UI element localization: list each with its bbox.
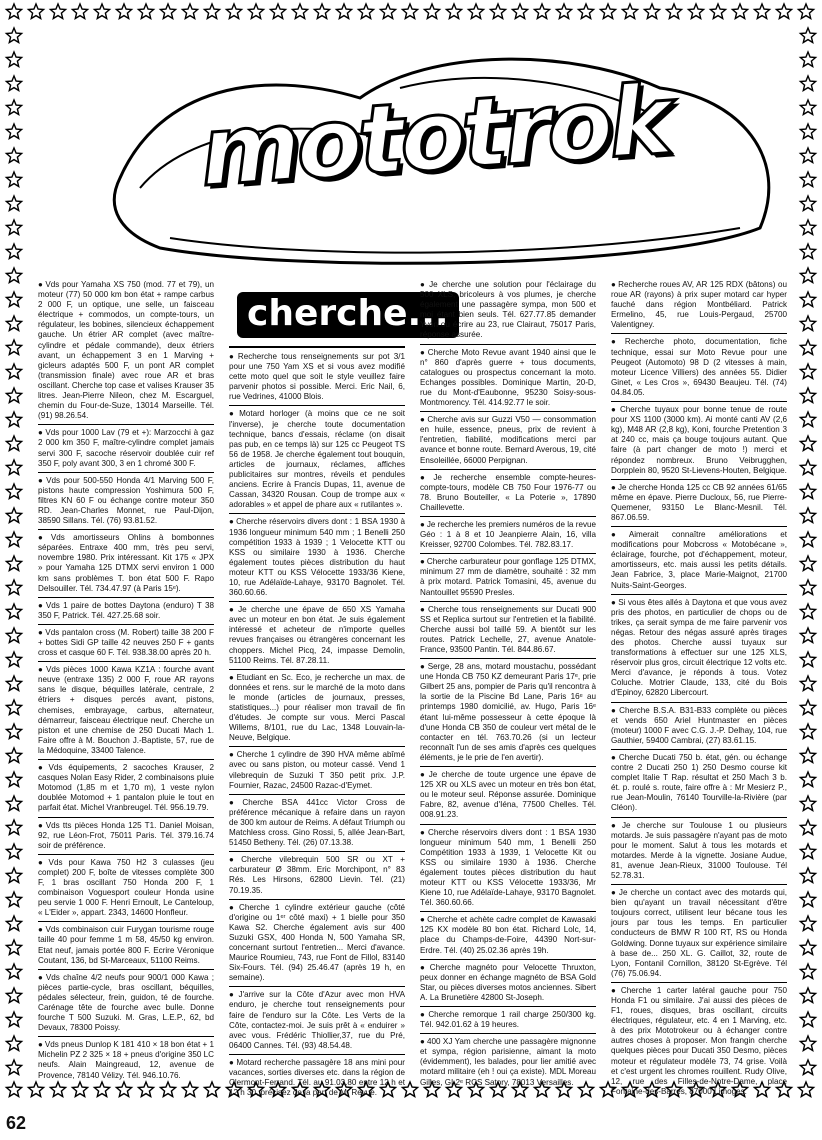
classified-ad-text: Cherche réservoirs divers dont : 1 BSA 1930 à 1936 longueur minimum 540 mm ; 1 Benelli 250 compétition 1933 à 1939 ; 1 Velocette KTT ou KSS ou similaire 1930 à 1936. Cherche également toutes pièces distribution du haut moteur KTT ou KSS Vélocette 1933/36 Kiene, 10, rue Adélaïde-Lahaye, 93170 Bagnolet. Tél. 360.60.66.: [229, 517, 405, 598]
classified-ad-text: Vds pour 500-550 Honda 4/1 Marving 500 F, pistons haute compression Yoshimura 500 F, filtres KN 60 F ou échange contre moteur 350 RD. Jean-Charles Monnet, rue Paul-Dijon, 38590 Sillans. Tél. (76) 93.81.52.: [38, 475, 214, 526]
star-icon: [800, 1060, 815, 1075]
classified-ad-text: Serge, 28 ans, motard moustachu, possédant une Honda CB 750 KZ demeurant Paris 17ᵉ, prie Gilbert 25 ans, pompier de Paris qu'il rencontra à la sortie de la Piscine Bd Lane, Paris 16ᵉ au printemps 1980 domicilié, av. Hugo, Paris 16ᵉ étant lui-même possesseur à cette époque là d'une Honda CB 350 de couleur vert métal de le contacter en tél. 763.70.26 (si un lecteur reconnaît l'un de ses amis d'après ces quelques éléments, je le prie de l'en avertir).: [420, 662, 596, 762]
bullet-icon: ●: [38, 972, 44, 982]
star-icon: [800, 388, 815, 403]
classified-ad: [611, 337, 787, 402]
bullet-icon: ●: [611, 752, 617, 762]
classified-ad: [38, 821, 214, 855]
bullet-icon: ●: [38, 533, 49, 543]
classified-ad-text: Cherche carburateur pour gonflage 125 DTMX, minimum 27 mm de diamètre, souhaité : 32 mm à prix motard. Patrick Tomasini, 45, avenue du Nantouillet 95590 Presles.: [420, 557, 597, 597]
classified-ad: [229, 990, 405, 1055]
star-icon: [402, 4, 417, 19]
star-icon: [800, 364, 815, 379]
star-icon: [622, 4, 637, 19]
classified-ad-text: Vds pour Kawa 750 H2 3 culasses (jeu complet) 200 F, boîte de vitesses complète 300 F, 1 bras oscillant 750 Honda 200 F, 1 combinaison Voguesport couleur Honda usine peu servie 1 000 F. Henri Ernoult, Le Canteloup, « L'Eider », appart. 2343, 14600 Honfleur.: [38, 857, 214, 918]
star-icon: [800, 172, 815, 187]
bullet-icon: ●: [38, 925, 44, 935]
star-icon: [6, 868, 21, 883]
classified-ad: [420, 770, 596, 824]
bullet-icon: ●: [229, 672, 235, 682]
classified-ad-text: Cherche Moto Revue avant 1940 ainsi que le n° 860 d'après guerre + tous documents, catalogues ou prospectus concernant la moto. Echanges possibles. Dominique Martin, 20-D, rue du Mont-d'Eaubonne, 95230 Soisy-sous-Montmorency. Tél. 414.92.77 le soir.: [420, 347, 596, 408]
star-icon: [800, 580, 815, 595]
classified-ad: [611, 753, 787, 818]
classified-ad: [38, 665, 214, 760]
bullet-icon: ●: [420, 662, 426, 672]
bullet-icon: ●: [38, 600, 44, 610]
classified-ad-text: Cherche tuyaux pour bonne tenue de route pour XS 1100 (3000 km). Ai monté canti AV (2,6 kg), M48 AR (2,8 kg), Koni, fourche Pretention 3 at 240 cc, mais ça bouge toujours autant. Que faire (à part changer de moto !) merci et répondez nombreux. Bruno Veibrugghen, Dorpplein 80, 9520 St-Lievens-Houten, Belgique.: [611, 405, 787, 475]
classified-ad-text: Vds pièces 1000 Kawa KZ1A : fourche avant neuve (entraxe 135) 2 000 F, roue AR rayons sans le disque, béquilles latérale, centrale, 2 étriers + disques percés avant, pistons, chemises, embrayage, carbus, alternateur, démarreur, faisceau électrique neuf. Cherche un piston et une chemise de 250 Ducati Mach 1. Faire offre à M. Bouchon J.-Baptiste, 57, rue de la Médoquine, 33400 Talence.: [38, 665, 214, 755]
classified-ad: [38, 476, 214, 530]
bullet-icon: ●: [38, 820, 44, 830]
star-icon: [6, 244, 21, 259]
bullet-icon: ●: [420, 280, 428, 289]
star-icon: [776, 4, 791, 19]
bullet-icon: ●: [229, 352, 236, 361]
star-icon: [800, 436, 815, 451]
star-icon: [800, 964, 815, 979]
bullet-icon: ●: [420, 604, 426, 614]
star-icon: [6, 172, 21, 187]
star-icon: [50, 4, 65, 19]
bullet-icon: ●: [420, 347, 426, 357]
star-icon: [6, 724, 21, 739]
classified-ad: [611, 821, 787, 886]
star-icon: [754, 4, 769, 19]
star-icon: [800, 196, 815, 211]
star-icon: [6, 148, 21, 163]
classified-ad: [420, 557, 596, 601]
classified-columns: [38, 280, 787, 1098]
classified-ad-text: Vds pour 1000 Lav (79 et +): Marzocchi à gaz 2 000 km 350 F, maître-cylindre complet jamais servi 300 F, sacoche réservoir doublée cuir ref 350 F, poly avant 300, 3 en 1 chromé 300 F.: [38, 428, 214, 468]
section-title: cherche...: [237, 292, 459, 338]
bullet-icon: ●: [38, 857, 47, 867]
star-icon: [6, 796, 21, 811]
bullet-icon: ●: [611, 985, 619, 995]
classified-ad: [611, 986, 787, 1100]
star-icon: [800, 412, 815, 427]
star-icon: [468, 4, 483, 19]
star-icon: [800, 748, 815, 763]
bullet-icon: ●: [420, 557, 425, 567]
bullet-icon: ●: [38, 627, 44, 637]
classified-ad: [420, 963, 596, 1007]
star-icon: [800, 52, 815, 67]
star-icon: [248, 4, 263, 19]
classified-ad-text: Vds 1 paire de bottes Daytona (enduro) T 38 350 F, Patrick. Tél. 427.25.68 soir.: [38, 600, 214, 620]
star-icon: [6, 580, 21, 595]
classified-ad: [420, 1010, 596, 1034]
classified-ad: [38, 925, 214, 969]
classified-ad: [611, 280, 787, 334]
star-icon: [6, 676, 21, 691]
bullet-icon: ●: [611, 888, 617, 898]
classified-ad: [420, 828, 596, 913]
star-icon: [578, 4, 593, 19]
classified-ad-text: Je cherche une solution pour l'éclairage du 500 XLS, bricoleurs à vos plumes, je cherche également une passagère sympa, mon 500 et moi étant bien seuls. Tél. 627.77.85 demander Yvon ou écrire au 23, rue Clairaut, 75017 Paris, réponse assurée.: [420, 280, 596, 340]
page-number: 62: [6, 1113, 27, 1133]
bullet-icon: ●: [38, 1040, 43, 1050]
star-icon: [6, 196, 21, 211]
star-icon: [800, 100, 815, 115]
star-icon: [800, 292, 815, 307]
star-icon: [6, 604, 21, 619]
star-icon: [6, 28, 21, 43]
column-1: [38, 280, 214, 1080]
bullet-icon: ●: [611, 820, 620, 830]
star-icon: [732, 4, 747, 19]
star-icon: [800, 628, 815, 643]
star-icon: [800, 1036, 815, 1051]
classified-ad: [229, 409, 405, 514]
star-icon: [6, 412, 21, 427]
star-icon: [556, 4, 571, 19]
classified-ad-text: Cherche magnéto pour Velocette Thruxton, peux donner en échange magnéto de BSA Gold Star, ou pièces diverses motos anciennes. Sibert A. La Brunetière 42800 St-Joseph.: [420, 962, 596, 1002]
bullet-icon: ●: [611, 530, 627, 540]
classified-ad: [611, 405, 787, 480]
star-icon: [800, 148, 815, 163]
bullet-icon: ●: [420, 962, 428, 972]
classified-ad-text: Cherche remorque 1 rail charge 250/300 kg. Tél. 942.01.62 à 19 heures.: [420, 1010, 596, 1030]
star-icon: [6, 316, 21, 331]
bullet-icon: ●: [38, 280, 44, 289]
star-icon: [270, 4, 285, 19]
star-icon: [6, 1060, 21, 1075]
star-icon: [6, 892, 21, 907]
star-icon: [314, 4, 329, 19]
classified-ad: [611, 888, 787, 983]
star-icon: [800, 244, 815, 259]
star-icon: [160, 1082, 175, 1097]
classified-ad-text: Recherche photo, documentation, fiche technique, essai sur Moto Revue pour une Peugeot (Automoto) 98 D (2 vitesses à main, moteur Licence Villiers) des années 55. Didier Ginet, « Les Cros », 69430 Beaujeu. Tél. (74) 04.84.05.: [611, 337, 787, 397]
star-icon: [6, 820, 21, 835]
star-icon: [800, 1012, 815, 1027]
classified-ad: [229, 605, 405, 670]
column-2-ads: [229, 346, 405, 1101]
classified-ad-text: Vds pantalon cross (M. Robert) taille 38 200 F + bottes Sidi GP taille 42 neuves 250 F + gants cross et casque 60 F. Tél. 938.38.00 après 20 h.: [38, 627, 214, 658]
star-icon: [6, 124, 21, 139]
bullet-icon: ●: [420, 770, 427, 780]
star-icon: [424, 4, 439, 19]
star-icon: [6, 1012, 21, 1027]
classified-ad-text: Je cherche sur Toulouse 1 ou plusieurs motards. Je suis passagère n'ayant pas de moto pour le moment. Salut à tous les motards et motardes. Merde à la vignette. Josiane Audue, 81, avenue Jean-Rieux, 31000 Toulouse. Tél 52.78.31.: [611, 820, 787, 880]
star-icon: [6, 388, 21, 403]
bullet-icon: ●: [38, 428, 44, 438]
star-icon: [6, 76, 21, 91]
star-icon: [800, 76, 815, 91]
classified-ad: [229, 750, 405, 794]
star-icon: [798, 1082, 813, 1097]
classified-ad-text: 400 XJ Yam cherche une passagère mignonne et sympa, région parisienne, aimant la moto (évidemment), les balades, pour lier amitié avec motard militaire (eh ! oui ça existe). MDL Moreau Gilles, GI 2ᵉ RCS Satory, 78013 Versailles.: [420, 1037, 596, 1087]
classified-ad-text: Motard recherche passagère 18 ans mini pour vacances, sorties diverses etc. dans la région de Clermont-Ferrand. Tél. au 91.03.80 entre 12 h et 12 h 30, précisez de la part de M. Revue.: [229, 1057, 406, 1098]
star-icon: [6, 916, 21, 931]
classified-ad: [38, 280, 214, 425]
star-icon: [512, 4, 527, 19]
star-icon: [800, 652, 815, 667]
star-icon: [688, 4, 703, 19]
classified-ad: [420, 1037, 596, 1090]
classified-ad: [38, 428, 214, 472]
star-icon: [6, 748, 21, 763]
classified-ad-text: Vds amortisseurs Ohlins à bombonnes séparées. Entraxe 400 mm, très peu servi, novembre 1980. Prix intéressant. Kit 175 « JPX » pour Yamaha 125 DTMX servi environ 1 000 km sans problèmes T. bon état 500 F. Rapo Delsouiller. Tél. 734.47.97 (à Paris 15ᵉ).: [38, 533, 214, 593]
star-icon: [800, 460, 815, 475]
star-icon: [800, 724, 815, 739]
star-icon: [800, 988, 815, 1003]
star-icon: [204, 1082, 219, 1097]
bullet-icon: ●: [38, 763, 47, 773]
star-icon: [6, 844, 21, 859]
star-icon: [6, 460, 21, 475]
classified-ad-text: Je cherche une épave de 650 XS Yamaha avec un moteur en bon état. Je suis également intéressé et acheteur de n'importe quelles revues françaises ou étrangères concernant les choppers. Michel Picq, 24, impasse Demolin, 51100 Reims. Tél. 87.28.11.: [229, 605, 405, 665]
column-2: [229, 280, 449, 1098]
star-icon: [6, 772, 21, 787]
star-icon: [800, 28, 815, 43]
classified-ad-text: Je cherche Honda 125 cc CB 92 années 61/65 même en épave. Pierre Ducloux, 56, rue Pierre-Quemener, 93150 Le Blanc-Mesnil. Tél. 867.06.59.: [611, 482, 787, 522]
classified-ad-text: Vds combinaison cuir Furygan tourisme rouge taille 40 pour femme 1 m 58, 45/50 kg environ. Etat neuf, jamais portée 800 F. Ecrire Véronique Coutant, 136, bd St-Marceaux, 51100 Reims.: [38, 925, 214, 965]
star-icon: [138, 1082, 153, 1097]
star-icon: [6, 556, 21, 571]
star-icon: [6, 940, 21, 955]
classified-ad: [611, 483, 787, 527]
star-icon: [800, 844, 815, 859]
classified-ad-text: Cherche 1 cylindre de 390 HVA même abîmé avec ou sans piston, ou moteur cassé. Vend 1 vilebrequin de Suzuki T 350 petit prix. J.P. Fournier, Razac, 24500 Razac-d'Eymet.: [229, 750, 405, 790]
star-icon: [28, 4, 43, 19]
star-icon: [72, 1082, 87, 1097]
classified-ad-text: Cherche avis sur Guzzi V50 — consommation en huile, essence, pneus, prix de revient à l'entretien, fiabilité, modifications merci par avance et bonne route. Bernard Averous, 19, cité Ensoleillée, 66000 Perpignan.: [420, 415, 596, 465]
bullet-icon: ●: [420, 1010, 427, 1019]
bullet-icon: ●: [420, 472, 432, 482]
star-icon: [94, 4, 109, 19]
classified-ad-text: Vds tts pièces Honda 125 T1. Daniel Moisan, 92, rue Léon-Frot, 75011 Paris. Tél. 379.16.74 soir de préférence.: [38, 820, 214, 850]
classified-ad: [38, 628, 214, 662]
bullet-icon: ●: [420, 415, 426, 425]
star-icon: [800, 772, 815, 787]
bullet-icon: ●: [38, 665, 44, 675]
star-icon: [160, 4, 175, 19]
bullet-icon: ●: [420, 519, 425, 529]
classified-ad: [420, 520, 596, 554]
bullet-icon: ●: [611, 482, 616, 492]
classified-ad: [611, 598, 787, 703]
bullet-icon: ●: [611, 337, 623, 347]
star-icon: [72, 4, 87, 19]
classified-ad: [420, 348, 596, 413]
classified-ad-text: Je recherche les premiers numéros de la revue Géo : 1 à 8 et 10 Jeanpierre Alain, 16, villa Kreisser, 92700 Colombes. Tél. 782.83.17.: [420, 519, 596, 550]
classified-ad: [420, 662, 596, 767]
classified-ad-text: Vds chaîne 4/2 neufs pour 900/1 000 Kawa ; pièces partie-cycle, bras oscillant, béquilles, pédales sélecteur, frein, guidon, té de fourche. Carénage tête de fourche avec bulle. Donne fourche T 500 Suzuki. M. Gras, L.E.P., 62, bd Devaux, 78300 Poissy.: [38, 972, 214, 1033]
star-icon: [6, 628, 21, 643]
star-icon: [358, 4, 373, 19]
star-icon: [116, 1082, 131, 1097]
star-icon: [800, 940, 815, 955]
bullet-icon: ●: [420, 827, 427, 837]
classified-ad: [611, 530, 787, 595]
classified-ad-text: Etudiant en Sc. Eco, je recherche un max. de données et rens. sur le marché de la moto dans le monde (articles de journaux, presses, statistiques...) pour réaliser mon travail de fin d'études. Je compte sur vous. Merci Pascal Willems, 8/101, rue du Lac, 1348 Louvain-la-Neuve, Belgique.: [229, 672, 405, 743]
bullet-icon: ●: [229, 1057, 235, 1067]
bullet-icon: ●: [611, 280, 617, 289]
star-icon: [116, 4, 131, 19]
classified-ad: [38, 858, 214, 923]
classified-ad: [38, 533, 214, 598]
star-icon: [800, 268, 815, 283]
classified-ad: [229, 903, 405, 988]
classified-ad-text: Cherche 1 carter latéral gauche pour 750 Honda F1 ou similaire. J'ai aussi des pièces de F1, roues, disques, bras oscillant, circuits électriques, régulateur, etc. 4 en 1 Marving, etc. à des prix Mototrokeur ou à échanger contre autres choses à proposer. Mon frangin cherche quelques pièces pour Ducati 350 Desmo, pièces moteur et régulateur modèle 73, 74 grise. Voilà et c'est urgent les chromes rouillent. Rudy Olive, 12, rue des Filles-de-Notre-Dame, place Fontaine-des-Barres, 87000 Limoges.: [611, 985, 787, 1096]
bullet-icon: ●: [420, 915, 426, 925]
classified-ad-text: Cherche réservoirs divers dont : 1 BSA 1930 longueur minimum 540 mm, 1 Benelli 250 Compétition 1933 à 1939, 1 Velocette Kit ou KSS ou similaire 1930 à 1936. Cherche également toutes pièces distribution du haut moteur KTT ou KSS Vélocette 1933/36, Mr Kiene 10, rue Adélaïde-Lahaye, 93170 Bagnolet. Tél. 360.60.66.: [420, 827, 596, 908]
star-icon: [800, 820, 815, 835]
bullet-icon: ●: [229, 605, 237, 615]
classified-ad-text: Cherche tous renseignements sur Ducati 900 SS et Replica surtout sur l'entretien et la fiabilité. Cherche aussi bol taillé 59. A bientôt sur les routes. Patrick Lechelle, 27, avenue Anatole-France, 93500 Pantin. Tél. 844.86.67.: [420, 604, 596, 654]
bullet-icon: ●: [229, 797, 241, 807]
star-icon: [800, 220, 815, 235]
star-icon: [800, 124, 815, 139]
star-icon: [6, 988, 21, 1003]
star-icon: [798, 4, 813, 19]
star-icon: [600, 4, 615, 19]
star-icon: [6, 532, 21, 547]
star-icon: [292, 4, 307, 19]
star-icon: [380, 4, 395, 19]
star-icon: [94, 1082, 109, 1097]
star-icon: [800, 604, 815, 619]
star-icon: [6, 268, 21, 283]
star-icon: [800, 700, 815, 715]
star-icon: [182, 1082, 197, 1097]
star-icon: [800, 676, 815, 691]
star-icon: [800, 892, 815, 907]
classified-ad-text: Motard horloger (à moins que ce ne soit l'inverse), je cherche toute documentation technique, bancs d'essais, réclame (on disait pas pub, en ce temps là) sur 125 cc Peugeot TS 56 de 1958. Je cherche également tout bouquin, articles de journaux, réclames, affiches publicitaires sur montres, réveils et pendules anciens. Ecrire à Francis Dupas, 11, avenue de Cassan, 34320 Rousan. Coup de trompe aux « adorables » et appel de phare aux « rutilantes ».: [229, 409, 405, 510]
bullet-icon: ●: [229, 902, 237, 912]
classified-ad-text: Je cherche de toute urgence une épave de 125 XR ou XLS avec un moteur en très bon état, ou le moteur seul. Réponse assurée. Dominique Fabre, 82, avenue d'Iéna, 77500 Chelles. Tél. 008.91.23.: [420, 770, 596, 820]
bullet-icon: ●: [229, 855, 240, 865]
star-icon: [6, 4, 21, 19]
star-icon: [138, 4, 153, 19]
classified-ad: [229, 798, 405, 852]
star-icon: [800, 868, 815, 883]
classified-ad: [229, 673, 405, 748]
star-icon: [800, 484, 815, 499]
star-icon: [800, 316, 815, 331]
classified-ad-text: Cherche vilebrequin 500 SR ou XT + carburateur Ø 38mm. Eric Morchipont, n° 83 Rés. Les Hirsons, 62800 Lievin. Tél. (21) 70.19.35.: [229, 855, 405, 895]
classified-ad-text: Cherche 1 cylindre extérieur gauche (côté d'origine ou 1ᵉʳ côté maxi) + 1 bielle pour 350 Kawa S2. Cherche également avis sur 400 Suzuki GSX, 400 Honda N, 500 Yamaha SR, concernant surtout l'entretien... Merci d'avance. Maurice Roumieu, 743, rue Font de Fillol, 83140 Six-Fours. Tél. (94) 25.46.47 (après 19 h, en semaine).: [229, 902, 405, 983]
classified-ad-text: Aimerait connaître améliorations et modifications pour Mobcross « Motobécane », éclairage, fourche, pot d'échappement, moteur, amortisseurs, etc. mais aussi les petits détails. Jean Fabrice, 3, place Marie-Maignot, 21700 Nuits-Saint-Georges.: [611, 530, 787, 590]
star-icon: [50, 1082, 65, 1097]
classified-ad: [38, 763, 214, 817]
bullet-icon: ●: [229, 517, 235, 527]
column-4: [611, 280, 787, 1096]
star-icon: [6, 52, 21, 67]
classified-ad-text: Vds équipements, 2 sacoches Krauser, 2 casques Nolan Easy Rider, 2 combinaisons pluie Motomod (1,85 m et 1,70 m), 1 veste nylon doublée Motomod + 1 pantalon pluie le tout en parfait état. Michel Vranbreugel. Tél. 956.19.79.: [38, 763, 214, 813]
classified-ad: [229, 855, 405, 899]
star-icon: [28, 1082, 43, 1097]
star-icon: [800, 532, 815, 547]
star-icon: [534, 4, 549, 19]
star-icon: [204, 4, 219, 19]
classified-ad: [229, 352, 405, 406]
star-icon: [666, 4, 681, 19]
classified-ad: [229, 517, 405, 602]
classified-ad: [420, 605, 596, 659]
star-icon: [6, 652, 21, 667]
star-icon: [6, 964, 21, 979]
column-3: [420, 280, 597, 1087]
star-icon: [6, 700, 21, 715]
star-icon: [6, 220, 21, 235]
star-icon: [710, 4, 725, 19]
bullet-icon: ●: [229, 750, 235, 760]
star-icon: [182, 4, 197, 19]
star-icon: [6, 1082, 21, 1097]
bullet-icon: ●: [611, 405, 618, 415]
star-icon: [800, 508, 815, 523]
classified-ad: [611, 706, 787, 750]
classified-ad-text: J'arrive sur la Côte d'Azur avec mon HVA enduro, je cherche tout renseignements pour faire de l'enduro sur la Côte. Les Verts de la Côte, contactez-moi. Je suis prêt à « enduirer » avec vous. Frédéric Thiollier,37, rue du Pré, 06400 Cannes. Tél. (93) 48.54.48.: [229, 990, 405, 1050]
star-icon: [800, 916, 815, 931]
classified-ad: [229, 1058, 405, 1101]
star-icon: [6, 484, 21, 499]
star-icon: [226, 4, 241, 19]
star-icon: [6, 292, 21, 307]
star-icon: [644, 4, 659, 19]
star-icon: [490, 4, 505, 19]
masthead-title: mototrok: [196, 63, 673, 209]
star-icon: [336, 4, 351, 19]
classified-ad-text: Vds pneus Dunlop K 181 410 × 18 bon état + 1 Michelin PZ 2 325 × 18 + pneus d'origine 350 LC neufs. Alain Maingreaud, 12, avenue de Provence, 78140 Vélizy. Tél. 946.10.76.: [38, 1040, 214, 1080]
classified-ad: [420, 280, 596, 345]
star-icon: [6, 100, 21, 115]
star-icon: [800, 340, 815, 355]
classified-ad-text: Recherche tous renseignements sur pot 3/1 pour une 750 Yam XS et si vous avez modifié cette moto quel que soit le style veuillez faire parvenir photos si possible. Merci. Eric Nail, 6, rue Vedrines, 41000 Blois.: [229, 352, 405, 402]
classified-ad: [38, 1040, 214, 1083]
classified-ad-text: Cherche Ducati 750 b. état, gén. ou échange contre 2 Ducati 250 1) 250 Desmo course kit complet Italie T Rap. résultat et 250 Mach 3 b. ét. p. roulé s. route, faire offre à : Mr Mesierz P., rue Jean-Moulin, 76140 Tourville-la-Rivière (par Cléon).: [611, 752, 787, 813]
bullet-icon: ●: [38, 475, 45, 485]
classified-ad: [38, 973, 214, 1038]
classified-ad-text: Cherche et achète cadre complet de Kawasaki 125 KX modèle 80 bon état. Richard Lolc, 14, place du Champs-de-Foire, 44390 Nort-sur-Erdre. Tél. (40) 25.02.36 après 19h.: [420, 915, 596, 955]
bullet-icon: ●: [611, 705, 618, 715]
star-icon: [6, 364, 21, 379]
classified-ad-text: Cherche B.S.A. B31-B33 complète ou pièces et vends 650 Ariel Huntmaster en pièces (moteur) 1000 F avec C.G. J.-P. Delhay, 104, rue Gauthier, 59400 Cambrai, (27) 83.61.15.: [611, 705, 787, 745]
classified-ad: [420, 473, 596, 517]
star-icon: [6, 508, 21, 523]
bullet-icon: ●: [229, 990, 237, 1000]
bullet-icon: ●: [229, 409, 238, 419]
star-icon: [800, 796, 815, 811]
classified-ad-text: Je recherche ensemble compte-heures-compte-tours, modèle CB 750 Four 1976-77 ou 78. Bruno Bouteiller, « La Poterie », 17890 Chaillevette.: [420, 472, 596, 512]
star-icon: [6, 436, 21, 451]
classified-ad-text: Vds pour Yamaha XS 750 (mod. 77 et 79), un moteur (77) 50 000 km bon état + rampe carbus 2 000 F, un optique, une selle, un faisceau électrique + commodos, un compte-tours, un régulateur, les bobines, silencieux échappement gauche. Un étrier AR complet (avec maître-cylindre et pédale commande), deux étriers avant, un échappement 3 en 1 Marving + gicleurs adaptés 500 F, un pont AR complet (transmission finale) avec roue AR et bras oscillant. Cherche top case et valises Krauser 35 litres. Jean-Pierre Nileon, chez M. Escarguel, chemin du Four-de-Suze, 13014 Marseille. Tél. (91) 98.26.54.: [38, 280, 214, 421]
star-icon: [6, 1036, 21, 1051]
star-icon: [800, 556, 815, 571]
classified-ad: [38, 601, 214, 625]
star-icon: [446, 4, 461, 19]
bullet-icon: ●: [420, 1037, 425, 1047]
bullet-icon: ●: [611, 597, 617, 607]
classified-ad-text: Recherche roues AV, AR 125 RDX (bâtons) ou roue AR (rayons) à prix super motard car hyper fauché dans région Montbéliard. Patrick Ermelino, 45, rue Louis-Pergaud, 25700 Valentigney.: [611, 280, 787, 330]
classified-ad: [420, 415, 596, 469]
star-icon: [6, 340, 21, 355]
classified-ad-text: Cherche BSA 441cc Victor Cross de préférence mécanique à refaire dans un rayon de 300 km autour de Reims. A défaut Triumph ou Matchless cross. Gino Rossi, 5, allée Jean-Bart, 51450 Betheny. Tél. (26) 07.13.38.: [229, 797, 405, 848]
classified-ad-text: Si vous êtes allés à Daytona et que vous avez pris des photos, en particulier de chops ou de trikes, ça serait sympa de me faire parvenir vos négas. Retour des négas assuré après tirages des photos. Cherche aussi tuyaux sur transformations à effectuer sur une 125 XLS, réservoir plus gros, circuit électrique 12 volts etc. Merci d'avance, je réponds à tous. Votez Coluche. Motrier Claude, 133, cité du Bois d'Epinoy, 62820 Libercourt.: [611, 597, 787, 698]
classified-ad-text: Je cherche un contact avec des motards qui, bien qu'ayant un travail nécessitant d'être toujours correct, utilisent leur bécane tous les jours par tous les temps. En particulier conducteurs de BMW R 100 RT, RS ou Honda Goldwing. Donne tuyaux sur expérience similaire à base de... 250 XL. G. Caillot, 32, route de Lyon, Fontanil Cornillon, 38120 St-Egrève. Tél (76) 75.06.94.: [611, 888, 787, 978]
classified-ad: [420, 915, 596, 959]
